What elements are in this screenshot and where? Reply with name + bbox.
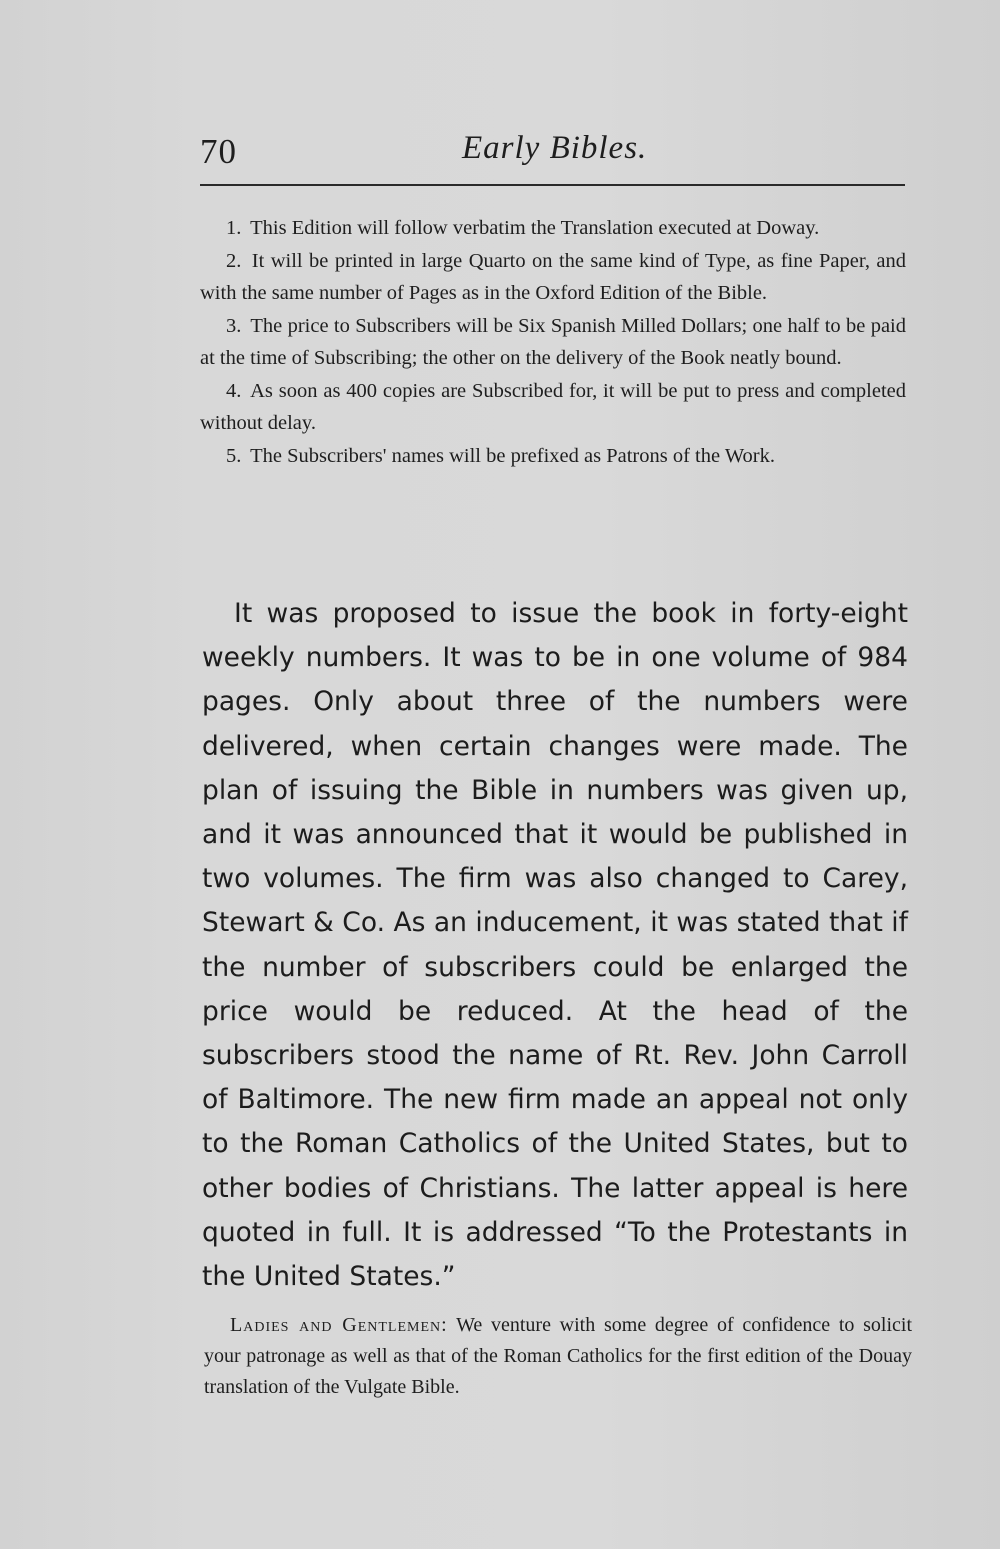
condition-number: 1. bbox=[226, 217, 242, 239]
body-paragraph: It was proposed to issue the book in forty-eight weekly numbers. It was to be in one volume of 984 pages. Only about three of the numbers were delivered, when certain changes were made. The plan of issuing the Bible in numbers was given up, and it was announced that it would be published in two volumes. The firm was also changed to Carey, Stewart & Co. As an inducement, it was stated that if the number of subscribers could be enlarged the price would be reduced. At the head of the subscribers stood the name of Rt. Rev. John Carroll of Baltimore. The new firm made an appeal not only to the Roman Catholics of the United States, but to other bodies of Christians. The latter appeal is here quoted in full. It is addressed “To the Protestants in the United States.” bbox=[202, 598, 908, 1293]
subscription-conditions bbox=[200, 212, 906, 472]
header-rule bbox=[200, 184, 905, 186]
condition-text: The Subscribers' names will be prefixed as Patrons of the Work. bbox=[250, 444, 776, 467]
quoted-letter bbox=[204, 1310, 912, 1403]
running-title: Early Bibles. bbox=[462, 130, 648, 166]
condition-text: This Edition will follow verbatim the Translation executed at Doway. bbox=[250, 217, 820, 239]
condition-item bbox=[200, 440, 906, 473]
condition-number: 4. bbox=[226, 379, 242, 402]
condition-number: 5. bbox=[226, 444, 242, 467]
condition-item bbox=[200, 212, 906, 245]
condition-item bbox=[200, 375, 906, 440]
condition-item bbox=[200, 310, 906, 375]
condition-number: 2. bbox=[226, 249, 242, 272]
running-title-wrap bbox=[200, 130, 905, 167]
condition-item bbox=[200, 245, 906, 310]
letter-salutation: Ladies and Gentlemen: bbox=[230, 1314, 448, 1336]
condition-number: 3. bbox=[226, 314, 242, 337]
condition-text: The price to Subscribers will be Six Spanish Milled Dollars; one half to be paid at the time of Subscribing; the other on the delivery of the Book neatly bound. bbox=[200, 314, 906, 369]
page-number: 70 bbox=[200, 132, 237, 171]
condition-text: As soon as 400 copies are Subscribed for, it will be put to press and completed without delay. bbox=[200, 379, 906, 434]
page-header bbox=[200, 128, 905, 178]
letter-text: We venture with some degree of confidence to solicit your patronage as well as that of the Roman Catholics for the first edition of the Douay translation of the Vulgate Bible. bbox=[204, 1314, 913, 1398]
condition-text: It will be printed in large Quarto on the same kind of Type, as fine Paper, and with the same number of Pages as in the Oxford Edition of the Bible. bbox=[200, 249, 906, 304]
